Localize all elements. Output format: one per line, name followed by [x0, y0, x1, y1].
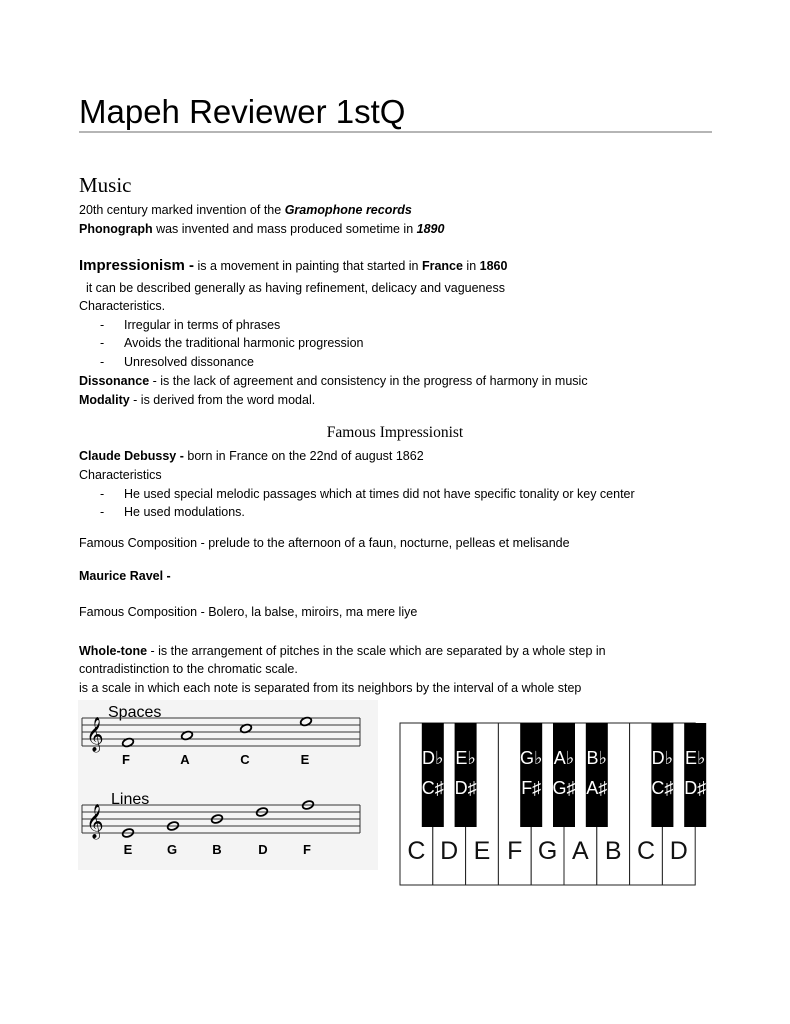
- treble-staff-diagram: [78, 700, 378, 870]
- black-key-sharp-label: A♯: [586, 778, 608, 798]
- treble-clef-icon: 𝄞: [86, 805, 104, 838]
- white-key-label: C: [407, 837, 426, 865]
- note-label: F: [122, 752, 130, 767]
- black-key-sharp-label: C♯: [651, 778, 674, 798]
- staff-lines-label: Lines: [111, 791, 150, 808]
- black-key-flat-label: A♭: [553, 748, 575, 768]
- term: Dissonance: [79, 374, 150, 388]
- paragraph-phonograph: [79, 221, 444, 237]
- emphasis: Gramophone records: [284, 203, 412, 217]
- black-key-flat-label: E♭: [455, 748, 476, 768]
- black-key-flat-label: D♭: [422, 748, 444, 768]
- white-key-label: G: [537, 837, 558, 865]
- treble-clef-icon: 𝄞: [86, 718, 104, 751]
- black-key-flat-label: G♭: [519, 748, 543, 768]
- black-key: [455, 723, 477, 827]
- term: Modality: [79, 393, 130, 407]
- white-key-label: A: [572, 837, 589, 865]
- emphasis: 1890: [416, 222, 445, 236]
- place: France: [421, 259, 463, 273]
- term: Impressionism -: [79, 257, 195, 274]
- white-key-label: B: [604, 837, 622, 865]
- paragraph-whole-tone: [79, 643, 606, 659]
- year: 1860: [479, 259, 508, 273]
- black-key-sharp-label: D♯: [684, 778, 707, 798]
- white-key-label: E: [473, 837, 491, 865]
- text: - is derived from the word modal.: [129, 393, 316, 407]
- black-key: [651, 723, 673, 827]
- paragraph-debussy: [79, 448, 424, 464]
- term: Whole-tone: [79, 644, 148, 658]
- black-key-sharp-label: D♯: [454, 778, 477, 798]
- text: born in France on the 22nd of august 1862: [187, 449, 424, 463]
- black-key: [520, 723, 542, 827]
- title-underline: [79, 131, 712, 133]
- paragraph-impressionism: [79, 258, 507, 274]
- staff-spaces-label: Spaces: [108, 704, 162, 721]
- text: 20th century marked invention of the: [79, 203, 285, 217]
- heading-famous-impressionist: Famous Impressionist: [326, 424, 464, 441]
- paragraph-ravel-composition: Famous Composition - Bolero, la balse, miroirs, ma mere liye: [79, 605, 418, 619]
- note-label: E: [300, 752, 310, 767]
- black-key-sharp-label: G♯: [552, 778, 576, 798]
- paragraph-whole-tone-3: is a scale in which each note is separated from its neighbors by the interval of a whole step: [79, 681, 582, 695]
- white-key-label: D: [669, 837, 688, 865]
- page-title: Mapeh Reviewer 1stQ: [79, 93, 406, 130]
- term: Phonograph: [79, 222, 153, 236]
- black-key-sharp-label: C♯: [421, 778, 444, 798]
- black-key-sharp-label: F♯: [521, 778, 542, 798]
- note-label: D: [258, 842, 268, 857]
- section-heading-music: Music: [79, 173, 132, 197]
- black-key: [684, 723, 706, 827]
- text: was invented and mass produced sometime in: [152, 222, 417, 236]
- paragraph-whole-tone-2: contradistinction to the chromatic scale.: [79, 662, 298, 676]
- note-label: G: [166, 842, 178, 857]
- black-key-flat-label: D♭: [651, 748, 674, 768]
- white-key-label: D: [440, 837, 459, 865]
- paragraph-ravel: Maurice Ravel -: [79, 569, 171, 583]
- note-label: E: [123, 842, 133, 857]
- piano-keyboard-diagram: [399, 722, 707, 886]
- white-key-label: C: [636, 837, 656, 865]
- note-label: C: [240, 752, 250, 767]
- document-page: Mapeh Reviewer 1stQ Music 20th century marked invention of the Gramophone records Phonograph was invented and mass produced sometime in 1890 Impressionism - is a movement in painting that started in France in 1860 it can be described generally as having refinement, delicacy and vagueness Characteristics. - Irregular in terms of phrases - Avoids the traditional harmonic progression - Unresolved dissonance Dissonance - is the lack of agreement and consistency in the progress of harmony in music Modality - is derived from the word modal. Famous Impressionist Claude Debussy - born in France on the 22nd of august 1862 Characteristics - He used special melodic passages which at times did not have specific tonality or key center - He used modulations. Famous Composition - prelude to the afternoon of a faun, nocturne, pelleas et melisande Maurice Ravel - Famous Composition - Bolero, la balse, miroirs, ma mere liye Whole-tone - is the arrangement of pitches in the scale which are separated by a whole step in contradistinction to the chromatic scale. is a scale in which each note is separated from its neighbors by the interval of a whole step Spaces 𝄞 F A C E Lines 𝄞 E G B D F C D E F G A B C D D♭ C♯ E♭ D♯ G♭ F♯ A♭ G♯ B♭ A♯ D♭ C♯ E♭ D♯: [0, 0, 768, 1024]
- text: - is the lack of agreement and consistency in the progress of harmony in music: [149, 374, 588, 388]
- text-mid: in: [462, 259, 480, 273]
- black-key: [553, 723, 575, 827]
- text: - is the arrangement of pitches in the scale which are separated by a whole step in: [147, 644, 606, 658]
- note-label: A: [180, 752, 190, 767]
- note-label: F: [303, 842, 311, 857]
- paragraph-characteristics: Characteristics.: [79, 299, 166, 313]
- black-key-flat-label: E♭: [684, 748, 706, 768]
- black-key: [422, 723, 444, 827]
- note-label: B: [212, 842, 222, 857]
- paragraph-dissonance: [79, 373, 588, 389]
- term: Claude Debussy -: [79, 449, 188, 463]
- paragraph-characteristics-2: Characteristics: [79, 468, 162, 482]
- paragraph-gramophone: [79, 202, 412, 218]
- black-key-flat-label: B♭: [586, 748, 608, 768]
- white-key-label: F: [507, 837, 523, 865]
- black-key: [586, 723, 608, 827]
- paragraph-description: it can be described generally as having refinement, delicacy and vagueness: [79, 281, 505, 295]
- paragraph-debussy-composition: Famous Composition - prelude to the afternoon of a faun, nocturne, pelleas et melisande: [79, 536, 570, 550]
- text: is a movement in painting that started in: [194, 259, 422, 273]
- paragraph-modality: [79, 392, 315, 408]
